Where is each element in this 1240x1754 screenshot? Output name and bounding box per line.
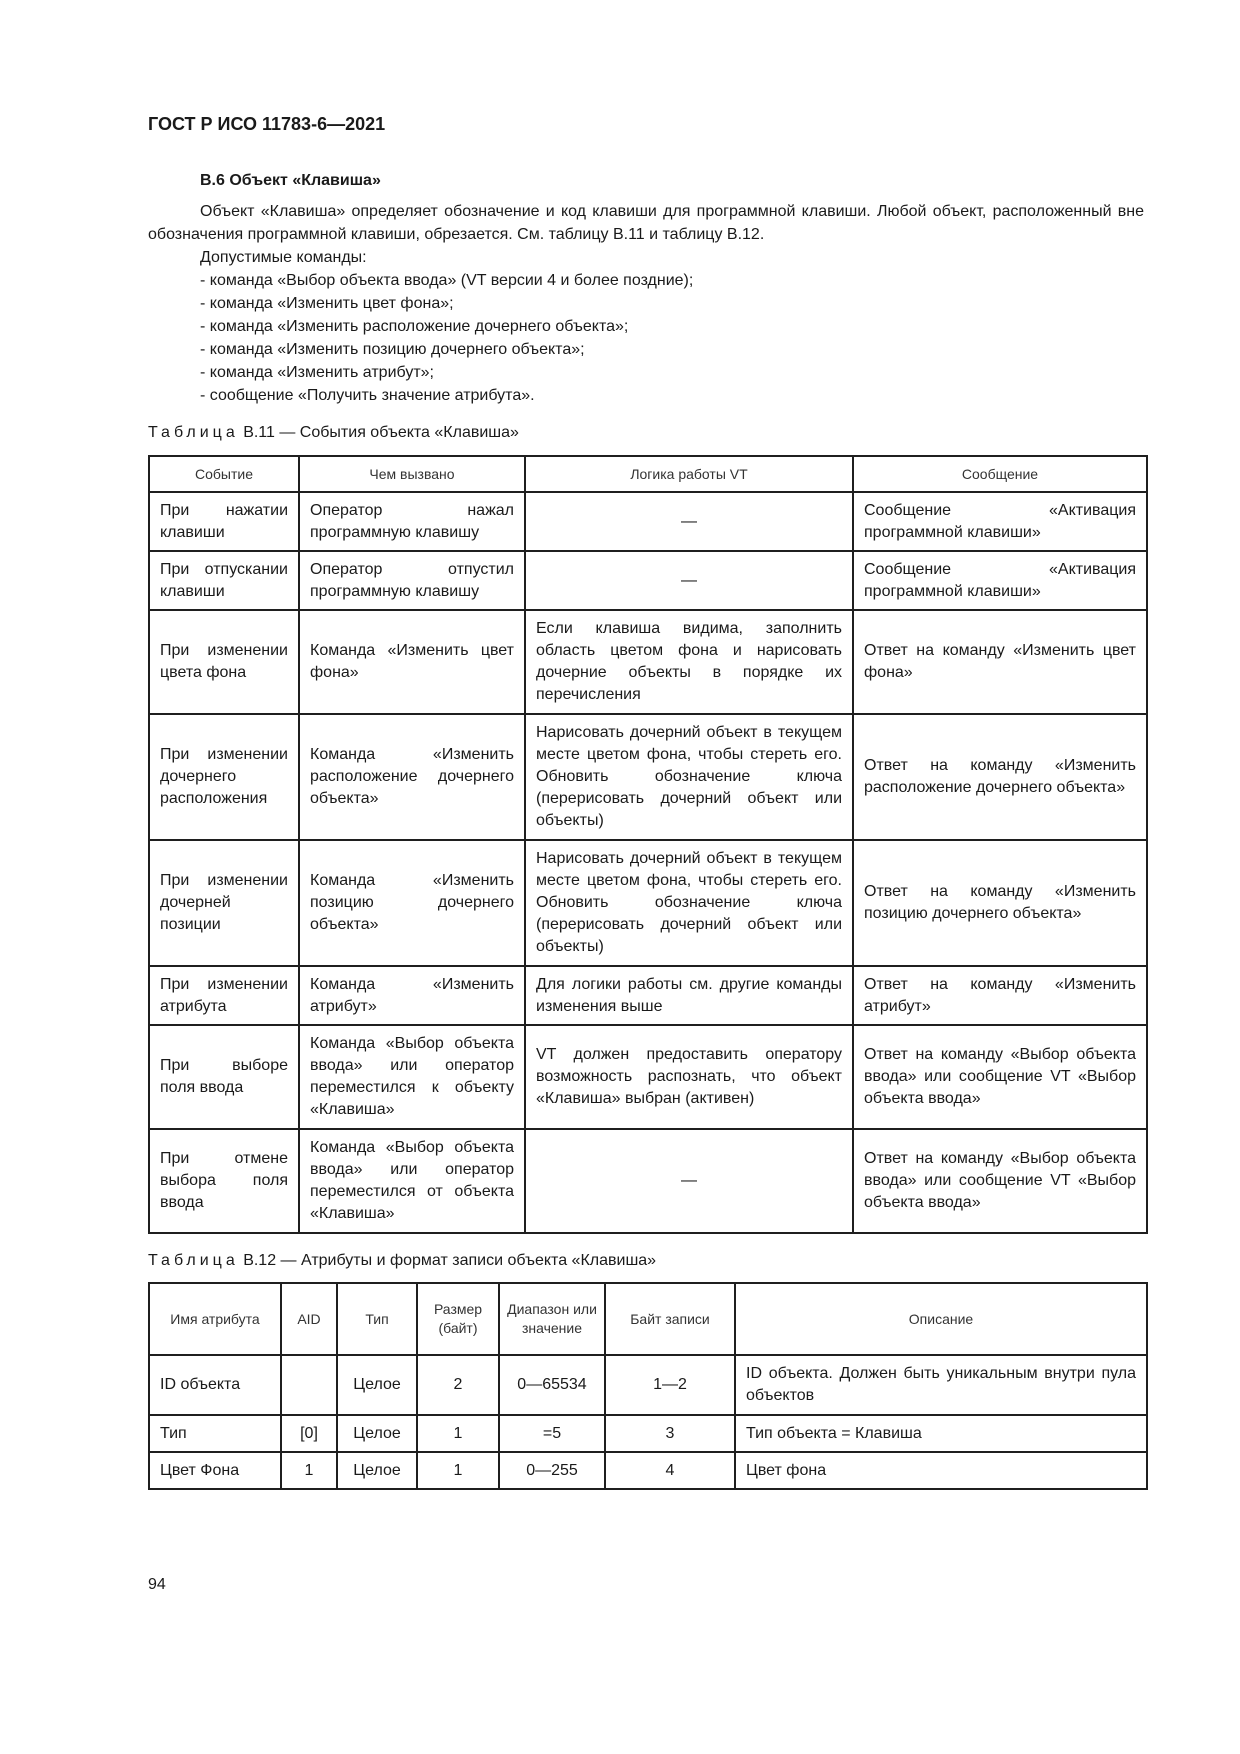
- table-cell: Ответ на команду «Выбор объекта ввода» или сообщение VT «Выбор объекта ввода»: [853, 1129, 1147, 1233]
- list-item: - команда «Изменить цвет фона»;: [200, 292, 693, 315]
- table-cell: VT должен предоставить оператору возможность распознать, что объект «Клавиша» выбран (активен): [525, 1025, 853, 1129]
- table-cell: Сообщение «Активация программной клавиши»: [853, 492, 1147, 551]
- table-cell: 0—65534: [499, 1355, 605, 1415]
- table-cell: 1: [417, 1452, 499, 1489]
- table-cell: Команда «Изменить расположение дочернего объекта»: [299, 714, 525, 840]
- attributes-table: [148, 1282, 1148, 1490]
- column-header: Логика работы VT: [525, 456, 853, 492]
- table-cell: При изменении цвета фона: [149, 610, 299, 714]
- table-cell: Команда «Изменить позицию дочернего объекта»: [299, 840, 525, 966]
- column-header: Сообщение: [853, 456, 1147, 492]
- table-cell: При выборе поля ввода: [149, 1025, 299, 1129]
- table-cell: Тип объекта = Клавиша: [735, 1415, 1147, 1452]
- list-item: - команда «Изменить позицию дочернего объекта»;: [200, 338, 693, 361]
- table-row: [149, 1025, 1147, 1129]
- table-row: [149, 551, 1147, 610]
- table-cell: =5: [499, 1415, 605, 1452]
- table-cell: При изменении дочерней позиции: [149, 840, 299, 966]
- table-row: [149, 1355, 1147, 1415]
- table12-caption-text: В.12 — Атрибуты и формат записи объекта «Клавиша»: [243, 1252, 657, 1269]
- list-item: - команда «Выбор объекта ввода» (VT версии 4 и более поздние);: [200, 269, 693, 292]
- table-row: [149, 1129, 1147, 1233]
- column-header: Описание: [735, 1283, 1147, 1355]
- table-cell: [281, 1355, 337, 1415]
- table-cell: Тип: [149, 1415, 281, 1452]
- table-cell: Для логики работы см. другие команды изменения выше: [525, 966, 853, 1025]
- table-cell: При нажатии клавиши: [149, 492, 299, 551]
- column-header: Чем вызвано: [299, 456, 525, 492]
- table-cell: Цвет фона: [735, 1452, 1147, 1489]
- commands-list: [200, 269, 693, 407]
- column-header: AID: [281, 1283, 337, 1355]
- column-header: Тип: [337, 1283, 417, 1355]
- table-cell: Команда «Выбор объекта ввода» или оператор переместился к объекту «Клавиша»: [299, 1025, 525, 1129]
- table-header-row: [149, 456, 1147, 492]
- standard-header: ГОСТ Р ИСО 11783-6—2021: [148, 114, 386, 134]
- table-cell: Команда «Изменить атрибут»: [299, 966, 525, 1025]
- table-cell: 0—255: [499, 1452, 605, 1489]
- column-header: Байт записи: [605, 1283, 735, 1355]
- table-cell: Оператор отпустил программную клавишу: [299, 551, 525, 610]
- table11-caption: [148, 424, 519, 442]
- table-cell: 3: [605, 1415, 735, 1452]
- table-cell: Ответ на команду «Изменить позицию дочернего объекта»: [853, 840, 1147, 966]
- page-number: 94: [148, 1576, 166, 1593]
- column-header: Имя атрибута: [149, 1283, 281, 1355]
- table12-caption: [148, 1252, 656, 1270]
- column-header: Диапазон или значение: [499, 1283, 605, 1355]
- table-cell: Нарисовать дочерний объект в текущем месте цветом фона, чтобы стереть его. Обновить обозначение ключа (перерисовать дочерний объект или объекты): [525, 840, 853, 966]
- table-cell: ID объекта: [149, 1355, 281, 1415]
- list-item: - команда «Изменить расположение дочернего объекта»;: [200, 315, 693, 338]
- table-row: [149, 840, 1147, 966]
- table-cell: —: [525, 1129, 853, 1233]
- table-row: [149, 1415, 1147, 1452]
- table-row: [149, 966, 1147, 1025]
- table-cell: Целое: [337, 1415, 417, 1452]
- table-row: [149, 492, 1147, 551]
- table-header-row: [149, 1283, 1147, 1355]
- section-title: В.6 Объект «Клавиша»: [200, 172, 381, 189]
- table-cell: Ответ на команду «Изменить цвет фона»: [853, 610, 1147, 714]
- table-cell: При изменении дочернего расположения: [149, 714, 299, 840]
- list-item: - сообщение «Получить значение атрибута».: [200, 384, 693, 407]
- table-cell: Целое: [337, 1355, 417, 1415]
- table-cell: Сообщение «Активация программной клавиши»: [853, 551, 1147, 610]
- table11-caption-text: В.11 — События объекта «Клавиша»: [243, 424, 519, 441]
- table-cell: Целое: [337, 1452, 417, 1489]
- table-cell: Оператор нажал программную клавишу: [299, 492, 525, 551]
- table12-caption-word: Таблица: [148, 1252, 239, 1269]
- table-cell: Ответ на команду «Выбор объекта ввода» или сообщение VT «Выбор объекта ввода»: [853, 1025, 1147, 1129]
- commands-caption: Допустимые команды:: [200, 249, 367, 266]
- table-cell: 4: [605, 1452, 735, 1489]
- table-cell: —: [525, 492, 853, 551]
- table-cell: Ответ на команду «Изменить атрибут»: [853, 966, 1147, 1025]
- table-cell: —: [525, 551, 853, 610]
- table-cell: Ответ на команду «Изменить расположение дочернего объекта»: [853, 714, 1147, 840]
- table-cell: При изменении атрибута: [149, 966, 299, 1025]
- events-table: [148, 455, 1148, 1234]
- table-cell: Если клавиша видима, заполнить область цветом фона и нарисовать дочерние объекты в порядке их перечисления: [525, 610, 853, 714]
- table-cell: Нарисовать дочерний объект в текущем месте цветом фона, чтобы стереть его. Обновить обозначение ключа (перерисовать дочерний объект или объекты): [525, 714, 853, 840]
- table11-caption-word: Таблица: [148, 424, 239, 441]
- table-cell: 2: [417, 1355, 499, 1415]
- column-header: Размер (байт): [417, 1283, 499, 1355]
- table-row: [149, 1452, 1147, 1489]
- table-cell: 1: [281, 1452, 337, 1489]
- column-header: Событие: [149, 456, 299, 492]
- table-cell: При отмене выбора поля ввода: [149, 1129, 299, 1233]
- section-intro: Объект «Клавиша» определяет обозначение и код клавиши для программной клавиши. Любой объект, расположенный вне обозначения программной клавиши, обрезается. См. таблицу В.11 и таблицу В.12.: [148, 203, 1144, 243]
- table-cell: Цвет Фона: [149, 1452, 281, 1489]
- table-cell: [0]: [281, 1415, 337, 1452]
- table-cell: 1—2: [605, 1355, 735, 1415]
- table-cell: При отпускании клавиши: [149, 551, 299, 610]
- table-cell: Команда «Изменить цвет фона»: [299, 610, 525, 714]
- table-cell: 1: [417, 1415, 499, 1452]
- table-cell: ID объекта. Должен быть уникальным внутри пула объектов: [735, 1355, 1147, 1415]
- table-cell: Команда «Выбор объекта ввода» или оператор переместился от объекта «Клавиша»: [299, 1129, 525, 1233]
- table-row: [149, 714, 1147, 840]
- list-item: - команда «Изменить атрибут»;: [200, 361, 693, 384]
- table-row: [149, 610, 1147, 714]
